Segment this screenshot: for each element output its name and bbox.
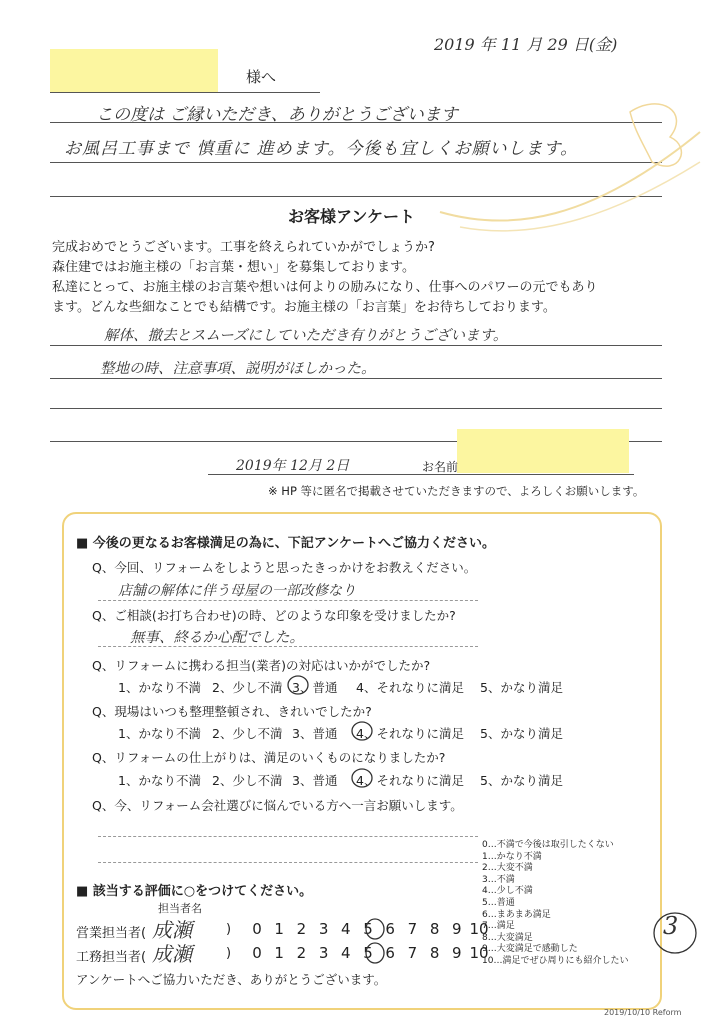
intro-line-1: 完成おめでとうございます。工事を終えられていかがでしょうか? <box>52 240 435 255</box>
legend-item: 2…大変不満 <box>482 863 533 874</box>
letter-line-2: お風呂工事まで 慎重に 進めます。今後も宜しくお願いします。 <box>64 139 579 159</box>
works-scale-digit[interactable]: 3 <box>318 944 329 962</box>
q6-answer-line-2 <box>98 862 478 863</box>
sales-scale-digit[interactable]: 1 <box>274 920 284 938</box>
q3-option-2: 2、少し不満 <box>212 680 283 695</box>
footer-code: 2019/10/10 Reform <box>604 1008 682 1017</box>
sales-staff-name: 成瀬 <box>152 918 192 942</box>
legend-item: 3…不満 <box>482 874 515 885</box>
works-scale-digit[interactable]: 10 <box>469 944 489 962</box>
q3-option-3: 3、普通 <box>292 680 338 695</box>
legend-item: 10…満足でぜひ周りにも紹介したい <box>482 955 629 966</box>
question-4: Q、現場はいつも整理整頓され、きれいでしたか? <box>92 704 372 719</box>
works-scale-digit[interactable]: 6 <box>385 944 395 962</box>
question-1: Q、今回、リフォームをしようと思ったきっかけをお教えください。 <box>92 560 477 575</box>
sales-scale-digit[interactable]: 10 <box>469 920 489 938</box>
q4-option-1: 1、かなり不満 <box>118 726 201 741</box>
answer-2: 無事、終るか心配でした。 <box>130 630 304 646</box>
questionnaire-heading: ■ 今後の更なるお客様満足の為に、下記アンケートへご協力ください。 <box>76 536 496 551</box>
question-6: Q、今、リフォーム会社選びに悩んでいる方へ一言お願いします。 <box>92 798 463 813</box>
intro-line-4: ます。どんな些細なことでも結構です。お施主様の「お言葉」をお待ちしております。 <box>52 300 556 315</box>
works-scale-digit[interactable]: 9 <box>452 944 462 962</box>
legend-item: 9…大変満足で感動した <box>482 944 578 955</box>
comment-rule-3 <box>50 408 662 409</box>
sales-circled-rating-icon <box>363 917 387 941</box>
comment-rule-2 <box>50 378 662 379</box>
question-5: Q、リフォームの仕上がりは、満足のいくものになりましたか? <box>92 750 446 765</box>
q5-option-4: 4、それなりに満足 <box>356 773 464 788</box>
sales-scale-digit[interactable]: 7 <box>407 920 418 938</box>
q5-option-5: 5、かなり満足 <box>480 773 563 788</box>
staff-name-label: 担当者名 <box>158 902 202 915</box>
rating-heading: ■ 該当する評価に○をつけてください。 <box>76 884 313 899</box>
sales-scale-digit[interactable]: 0 <box>252 920 262 938</box>
works-scale-digit[interactable]: 1 <box>274 944 284 962</box>
q4-option-3: 3、普通 <box>292 726 338 741</box>
addressee-redaction <box>50 49 218 93</box>
works-staff-close-paren: ) <box>226 946 232 961</box>
intro-line-3: 私達にとって、お施主様のお言葉や想いは何よりの励みになり、仕事へのパワーの元でもあり <box>52 280 598 295</box>
addressee-suffix: 様へ <box>246 68 277 86</box>
letter-line-1: この度は ご縁いただき、ありがとうございます <box>96 105 458 125</box>
thanks-message: アンケートへご協力いただき、ありがとうございます。 <box>76 972 387 987</box>
legend-item: 4…少し不満 <box>482 886 533 897</box>
sales-scale-digit[interactable]: 3 <box>318 920 329 938</box>
sales-scale-digit[interactable]: 2 <box>296 920 307 938</box>
sales-scale-digit[interactable]: 6 <box>385 920 395 938</box>
legend-item: 8…大変満足 <box>482 932 533 943</box>
comment-rule-1 <box>50 345 662 346</box>
q4-option-2: 2、少し不満 <box>212 726 283 741</box>
survey-title: お客様アンケート <box>288 207 416 226</box>
works-staff-label: 工務担当者( <box>76 950 147 965</box>
comment-line-2: 整地の時、注意事項、説明がほしかった。 <box>100 361 376 377</box>
works-scale-digit[interactable]: 7 <box>407 944 418 962</box>
q5-option-1: 1、かなり不満 <box>118 773 201 788</box>
comment-line-1: 解体、撤去とスムーズにしていただき有りがとうございます。 <box>104 328 508 344</box>
legend-item: 5…普通 <box>482 897 515 908</box>
legend-item: 1…かなり不満 <box>482 851 542 862</box>
signature-line <box>208 474 634 475</box>
legend-item: 0…不満で今後は取引したくない <box>482 840 614 850</box>
sales-scale-digit[interactable]: 4 <box>341 920 351 938</box>
works-scale-digit[interactable]: 5 <box>363 944 373 962</box>
works-scale-digit[interactable]: 4 <box>341 944 351 962</box>
answer-2-line <box>98 646 478 647</box>
answer-1: 店舗の解体に伴う母屋の一部改修なり <box>118 583 356 599</box>
margin-mark: 3 <box>663 912 679 940</box>
signature-date: 2019年 12月 2日 <box>236 458 350 474</box>
legend-item: 6…まあまあ満足 <box>482 909 551 920</box>
decorative-butterfly-icon <box>430 92 710 242</box>
sales-scale-digit[interactable]: 8 <box>429 920 440 938</box>
q3-option-4: 4、それなりに満足 <box>356 680 464 695</box>
q5-option-3: 3、普通 <box>292 773 338 788</box>
addressee-line <box>50 92 320 93</box>
sales-staff-close-paren: ) <box>226 922 232 937</box>
q4-option-4: 4、それなりに満足 <box>356 726 464 741</box>
q3-option-5: 5、かなり満足 <box>480 680 563 695</box>
rating-legend <box>482 840 628 968</box>
legend-item: 7…満足 <box>482 921 515 932</box>
works-staff-name: 成瀬 <box>152 942 192 966</box>
q4-selection-circle-icon <box>350 720 374 742</box>
answer-1-line <box>98 600 478 601</box>
q5-selection-circle-icon <box>350 767 374 789</box>
works-circled-rating-icon <box>363 941 387 965</box>
sales-scale-digit[interactable]: 9 <box>452 920 462 938</box>
sales-staff-label: 営業担当者( <box>76 926 147 941</box>
question-3: Q、リフォームに携わる担当(業者)の対応はいかがでしたか? <box>92 658 431 673</box>
sales-scale-digit[interactable]: 5 <box>363 920 373 938</box>
q5-option-2: 2、少し不満 <box>212 773 283 788</box>
q4-option-5: 5、かなり満足 <box>480 726 563 741</box>
letter-date: 2019 年 11 月 29 日(金) <box>434 35 618 54</box>
intro-line-2: 森住建ではお施主様の「お言葉・想い」を募集しております。 <box>52 260 415 275</box>
question-2: Q、ご相談(お打ち合わせ)の時、どのような印象を受けましたか? <box>92 608 456 623</box>
works-scale-digit[interactable]: 8 <box>429 944 440 962</box>
anonymity-note: ※ HP 等に匿名で掲載させていただきますので、よろしくお願いします。 <box>268 484 645 498</box>
works-scale-digit[interactable]: 2 <box>296 944 307 962</box>
q6-answer-line-1 <box>98 836 478 837</box>
q3-option-1: 1、かなり不満 <box>118 680 201 695</box>
name-label: お名前 <box>422 460 459 474</box>
signature-name-redaction <box>457 429 629 473</box>
q3-selection-circle-icon <box>286 674 310 696</box>
works-scale-digit[interactable]: 0 <box>252 944 262 962</box>
